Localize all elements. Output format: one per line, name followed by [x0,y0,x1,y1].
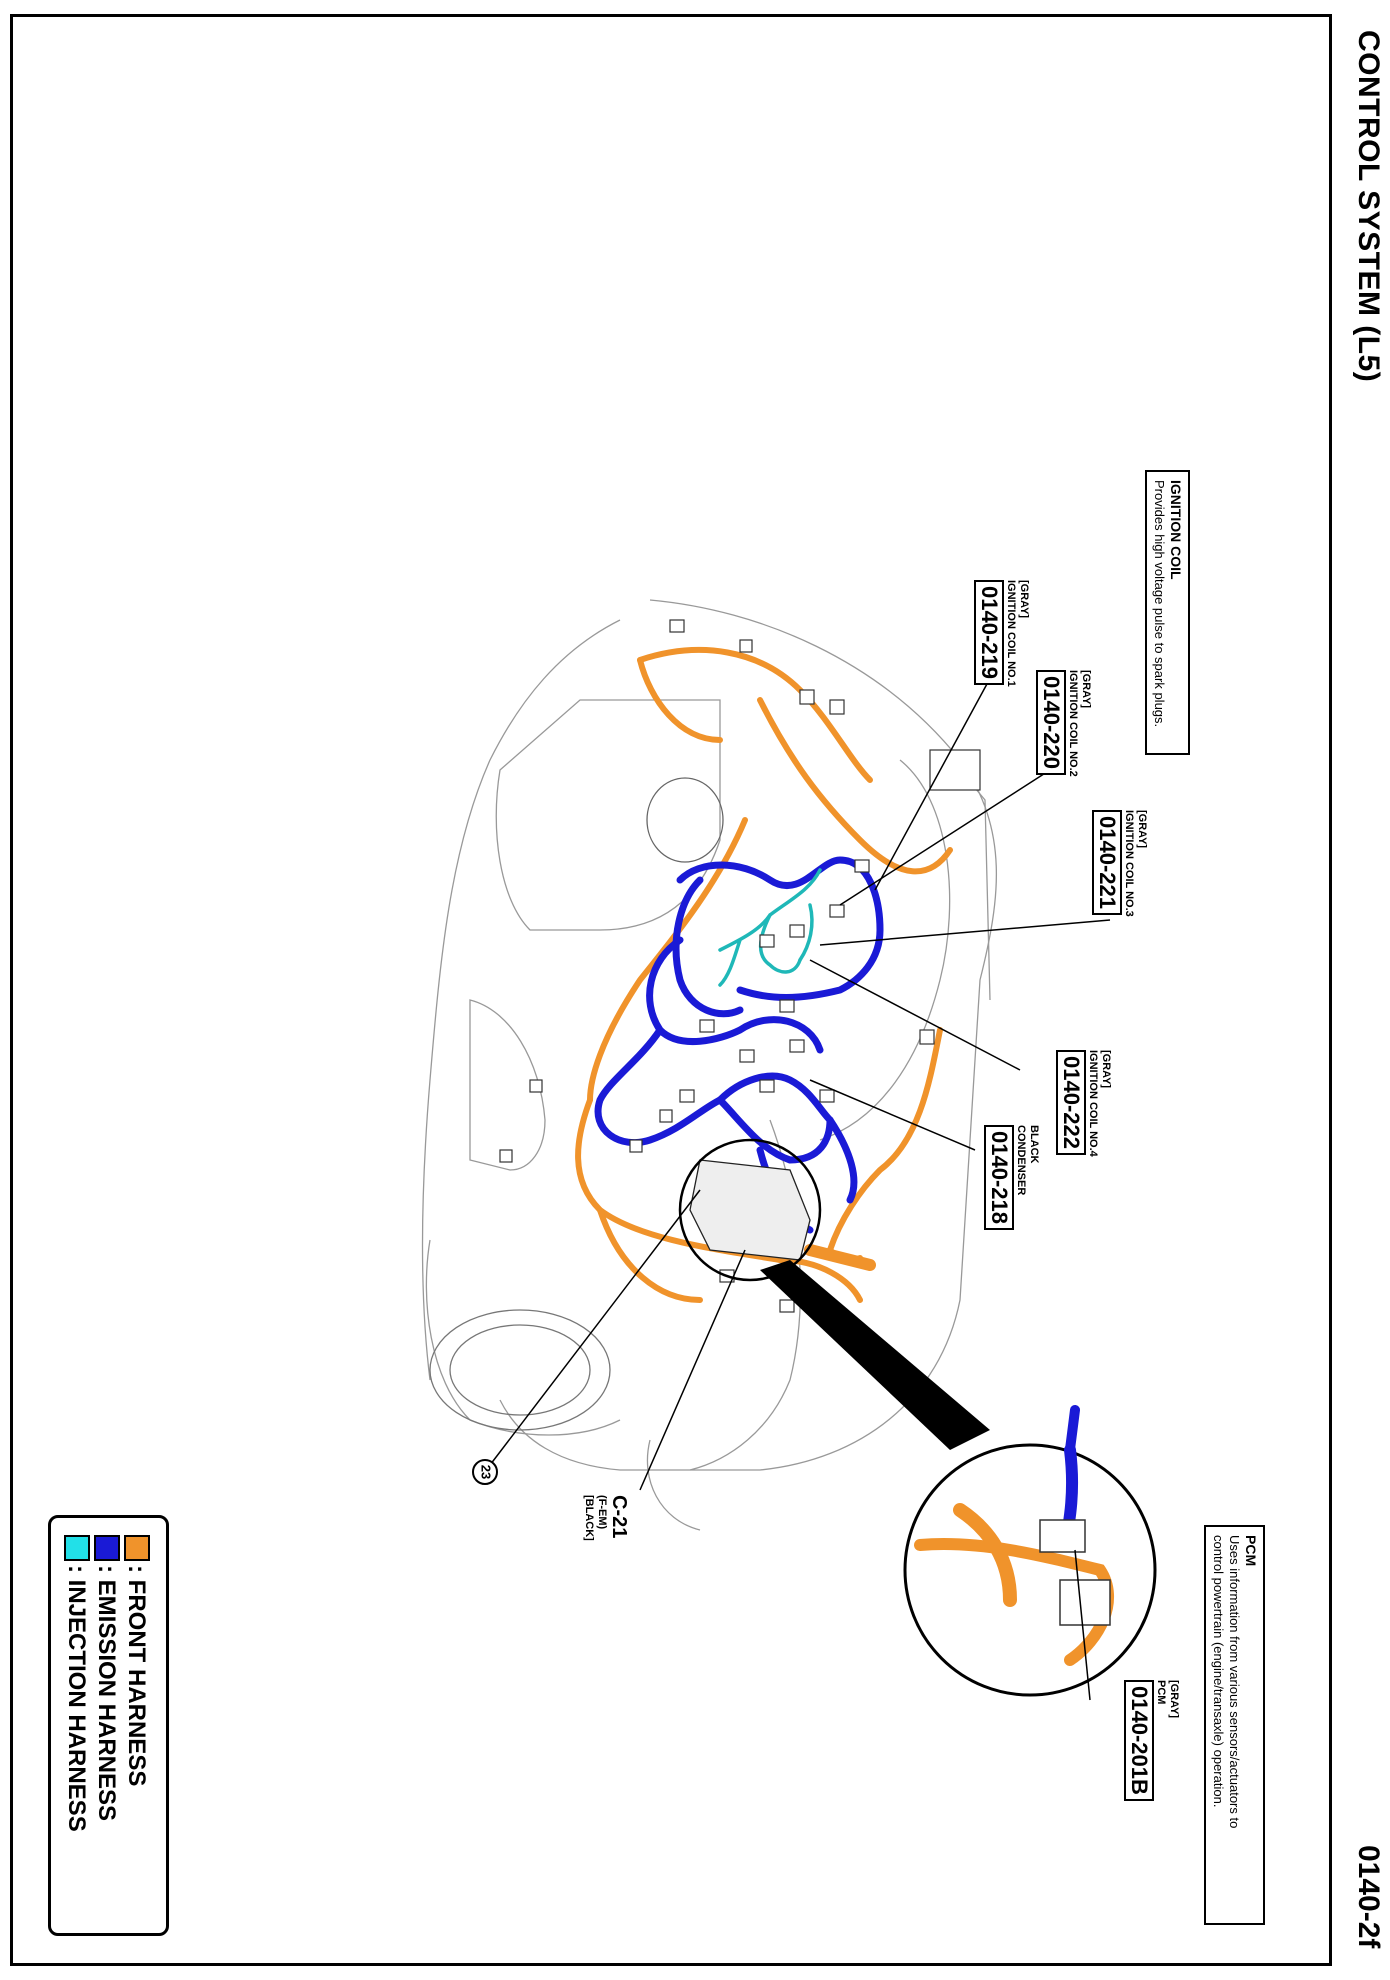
connector-color: [GRAY] [1080,670,1092,709]
connector-name: IGNITION COIL NO.1 [1005,580,1017,687]
legend-label-injection: : INJECTION HARNESS [63,1565,90,1832]
ground-marker-number: 23 [478,1464,494,1480]
connector-label-coil-3[interactable] [1092,810,1148,917]
pcm-detail-circle-large [905,1445,1155,1695]
legend-label-front: : FRONT HARNESS [123,1565,150,1787]
ignition-coil-callout [1145,470,1190,755]
legend-swatch-emission [94,1535,120,1561]
legend-swatch-injection [64,1535,90,1561]
connector-name: IGNITION COIL NO.4 [1087,1050,1099,1157]
connector-color: [GRAY] [1168,1680,1180,1719]
connector-label-coil-4[interactable] [1056,1050,1112,1157]
connector-code: 0140-219 [974,580,1004,685]
legend-label-emission: : EMISSION HARNESS [93,1565,120,1822]
connector-color: [GRAY] [1018,580,1030,619]
connector-label-pcm[interactable] [1124,1680,1180,1801]
joint-line2: (F-EM) [596,1495,608,1530]
connector-label-condenser[interactable] [984,1125,1040,1230]
page-number: 0140-2f [1352,1845,1385,1949]
injection-harness-wires [720,870,820,985]
connector-label-coil-1[interactable] [974,580,1030,687]
connector-color: [GRAY] [1100,1050,1112,1089]
pcm-callout [1204,1525,1265,1925]
connector-code: 0140-221 [1092,810,1122,915]
connector-color: BLACK [1028,1125,1040,1164]
connector-code: 0140-218 [984,1125,1014,1230]
pcm-module [690,1160,810,1260]
joint-label-c21[interactable] [582,1495,630,1541]
ignition-coil-text: Provides high voltage pulse to spark plugs. [1152,480,1167,728]
connector-name: PCM [1155,1680,1167,1705]
ignition-coil-heading: IGNITION COIL [1168,480,1184,580]
connector-code: 0140-201B [1124,1680,1154,1801]
connector-color: [GRAY] [1136,810,1148,849]
connector-name: CONDENSER [1015,1125,1027,1196]
joint-line3: [BLACK] [583,1495,595,1541]
pcm-text-line2: control powertrain (engine/transaxle) operation. [1211,1535,1226,1808]
joint-code: C-21 [608,1495,630,1539]
page-title: CONTROL SYSTEM (L5) [1352,30,1385,383]
connector-name: IGNITION COIL NO.3 [1123,810,1135,917]
connector-code: 0140-222 [1056,1050,1086,1155]
pcm-text-line1: Uses information from various sensors/actuators to [1227,1535,1242,1829]
pcm-heading: PCM [1243,1535,1259,1567]
connector-label-coil-2[interactable] [1036,670,1092,777]
legend-swatch-front [124,1535,150,1561]
magnifier-cone [760,1260,990,1450]
connector-name: IGNITION COIL NO.2 [1067,670,1079,777]
connector-code: 0140-220 [1036,670,1066,775]
